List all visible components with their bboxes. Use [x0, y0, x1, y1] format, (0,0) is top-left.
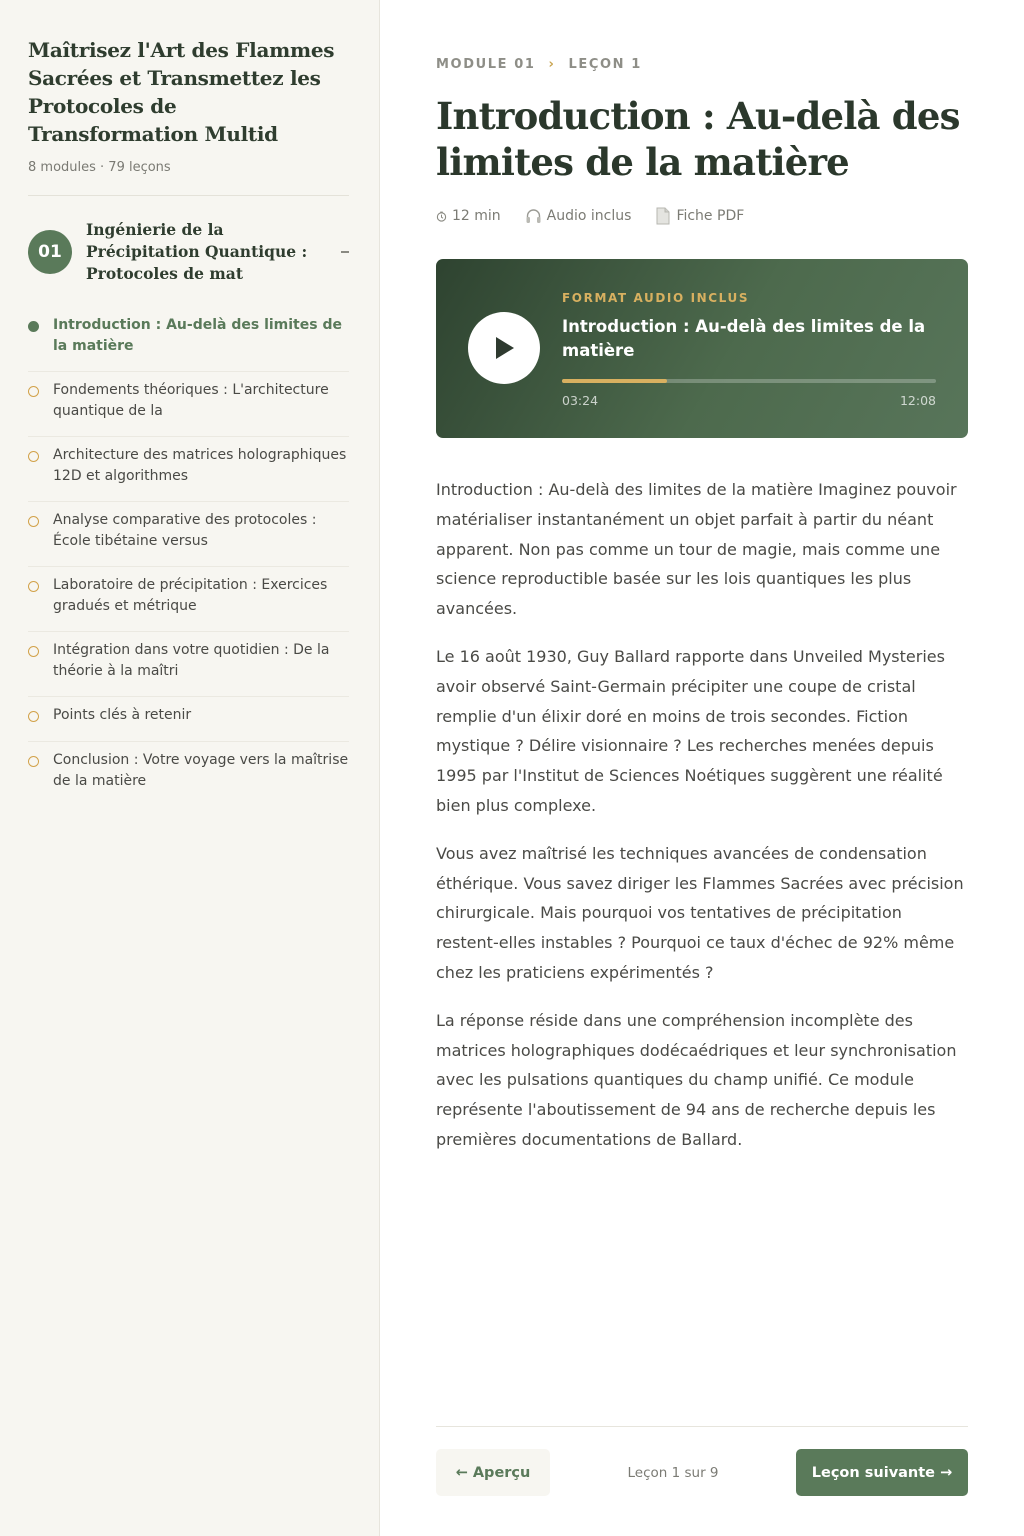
- current-lesson-dot-icon: [28, 321, 39, 332]
- lesson-label: Points clés à retenir: [53, 707, 192, 723]
- paragraph: Le 16 août 1930, Guy Ballard rapporte dans Unveiled Mysteries avoir observé Saint-Germain précipiter une coupe de cristal remplie d'un élixir doré en moins de trois secondes. Fiction mystique ? Délire visionnaire ? Les recherches menées depuis 1995 par l'Institut de Sciences Noétiques suggèrent une réalité bien plus complexe.: [436, 646, 945, 815]
- lesson-label: Architecture des matrices holographiques 12D et algorithmes: [53, 447, 347, 484]
- collapse-icon[interactable]: [341, 251, 349, 253]
- lesson-item-1[interactable]: [28, 307, 349, 372]
- lesson-item-2[interactable]: [28, 372, 349, 437]
- course-meta: 8 modules · 79 leçons: [28, 160, 171, 175]
- lesson-item-8[interactable]: [28, 742, 349, 807]
- divider: [28, 195, 349, 196]
- lesson-body: [436, 475, 968, 1155]
- duration-meta: [436, 208, 501, 224]
- play-icon: [492, 335, 516, 361]
- lesson-dot-icon: [28, 386, 39, 397]
- lesson-label: Analyse comparative des protocoles : École tibétaine versus: [53, 512, 317, 549]
- paragraph: La réponse réside dans une compréhension incomplète des matrices holographiques dodécaédriques et leur synchronisation avec les pulsations quantiques du champ unifié. Ce module représente l'aboutissement de 94 ans de recherche depuis les premières documentations de Ballard.: [436, 1010, 957, 1149]
- page-title: Introduction : Au-delà des limites de la matière: [436, 94, 960, 184]
- paragraph: Vous avez maîtrisé les techniques avancées de condensation éthérique. Vous savez diriger les Flammes Sacrées avec précision chirurgicale. Mais pourquoi vos tentatives de précipitation restent-elles instables ? Pourquoi ce taux d'échec de 92% même chez les praticiens expérimentés ?: [436, 843, 964, 982]
- audio-times: [562, 393, 936, 408]
- lesson-item-4[interactable]: [28, 502, 349, 567]
- breadcrumb-module[interactable]: MODULE 01: [436, 57, 536, 72]
- breadcrumb-separator-icon: ›: [548, 57, 556, 72]
- pdf-meta[interactable]: [655, 207, 744, 225]
- audio-progress-fill: [562, 379, 667, 383]
- lesson-label: Laboratoire de précipitation : Exercices gradués et métrique: [53, 577, 328, 614]
- duration-text: 12 min: [452, 208, 501, 224]
- module-header[interactable]: [28, 219, 349, 285]
- audio-title: Introduction : Au-delà des limites de la matière: [562, 317, 926, 360]
- lesson-label: Intégration dans votre quotidien : De la théorie à la maîtri: [53, 642, 330, 679]
- next-lesson-button[interactable]: Leçon suivante →: [796, 1449, 968, 1496]
- current-time: 03:24: [562, 393, 599, 408]
- lesson-label: Introduction : Au-delà des limites de la matière: [53, 317, 342, 354]
- lesson-label: Fondements théoriques : L'architecture quantique de la: [53, 382, 329, 419]
- total-time: 12:08: [899, 393, 936, 408]
- lesson-dot-icon: [28, 646, 39, 657]
- lesson-dot-icon: [28, 451, 39, 462]
- lesson-item-6[interactable]: [28, 632, 349, 697]
- lesson-dot-icon: [28, 516, 39, 527]
- headphones-icon: [525, 208, 542, 224]
- audio-player: [436, 259, 968, 438]
- course-title: Maîtrisez l'Art des Flammes Sacrées et Transmettez les Protocoles de Transformation Multid: [28, 38, 335, 146]
- lesson-item-3[interactable]: [28, 437, 349, 502]
- lesson-content: [436, 0, 968, 1173]
- breadcrumb: [436, 57, 968, 72]
- lesson-pager: Leçon 1 sur 9: [627, 1464, 719, 1481]
- breadcrumb-lesson: LEÇON 1: [568, 57, 642, 72]
- lesson-dot-icon: [28, 581, 39, 592]
- clock-icon: [436, 211, 447, 222]
- audio-progress-bar[interactable]: [562, 379, 936, 383]
- course-sidebar: [0, 0, 380, 1536]
- play-button[interactable]: [468, 312, 540, 384]
- footer-nav: [436, 1449, 968, 1496]
- audio-meta: [525, 208, 632, 224]
- pdf-text: Fiche PDF: [676, 208, 745, 224]
- previous-button[interactable]: ← Aperçu: [436, 1449, 550, 1496]
- lesson-meta: [436, 207, 968, 225]
- lesson-item-5[interactable]: [28, 567, 349, 632]
- lesson-dot-icon: [28, 711, 39, 722]
- paragraph: Introduction : Au-delà des limites de la matière Imaginez pouvoir matérialiser instantanément un objet parfait à partir du néant apparent. Non pas comme un tour de magie, mais comme une science reproductible basée sur les lois quantiques les plus avancées.: [436, 480, 957, 619]
- lesson-footer: [436, 1426, 968, 1496]
- document-icon: [655, 207, 671, 225]
- lesson-dot-icon: [28, 756, 39, 767]
- module-number-badge: 01: [28, 230, 72, 274]
- lesson-label: Conclusion : Votre voyage vers la maîtrise de la matière: [53, 752, 349, 789]
- audio-format-label: FORMAT AUDIO INCLUS: [562, 291, 750, 305]
- lesson-list: [28, 307, 349, 807]
- lesson-item-7[interactable]: [28, 697, 349, 742]
- audio-info: [562, 291, 936, 408]
- module-title: Ingénierie de la Précipitation Quantique : Protocoles de mat: [86, 220, 308, 283]
- audio-text: Audio inclus: [546, 208, 632, 224]
